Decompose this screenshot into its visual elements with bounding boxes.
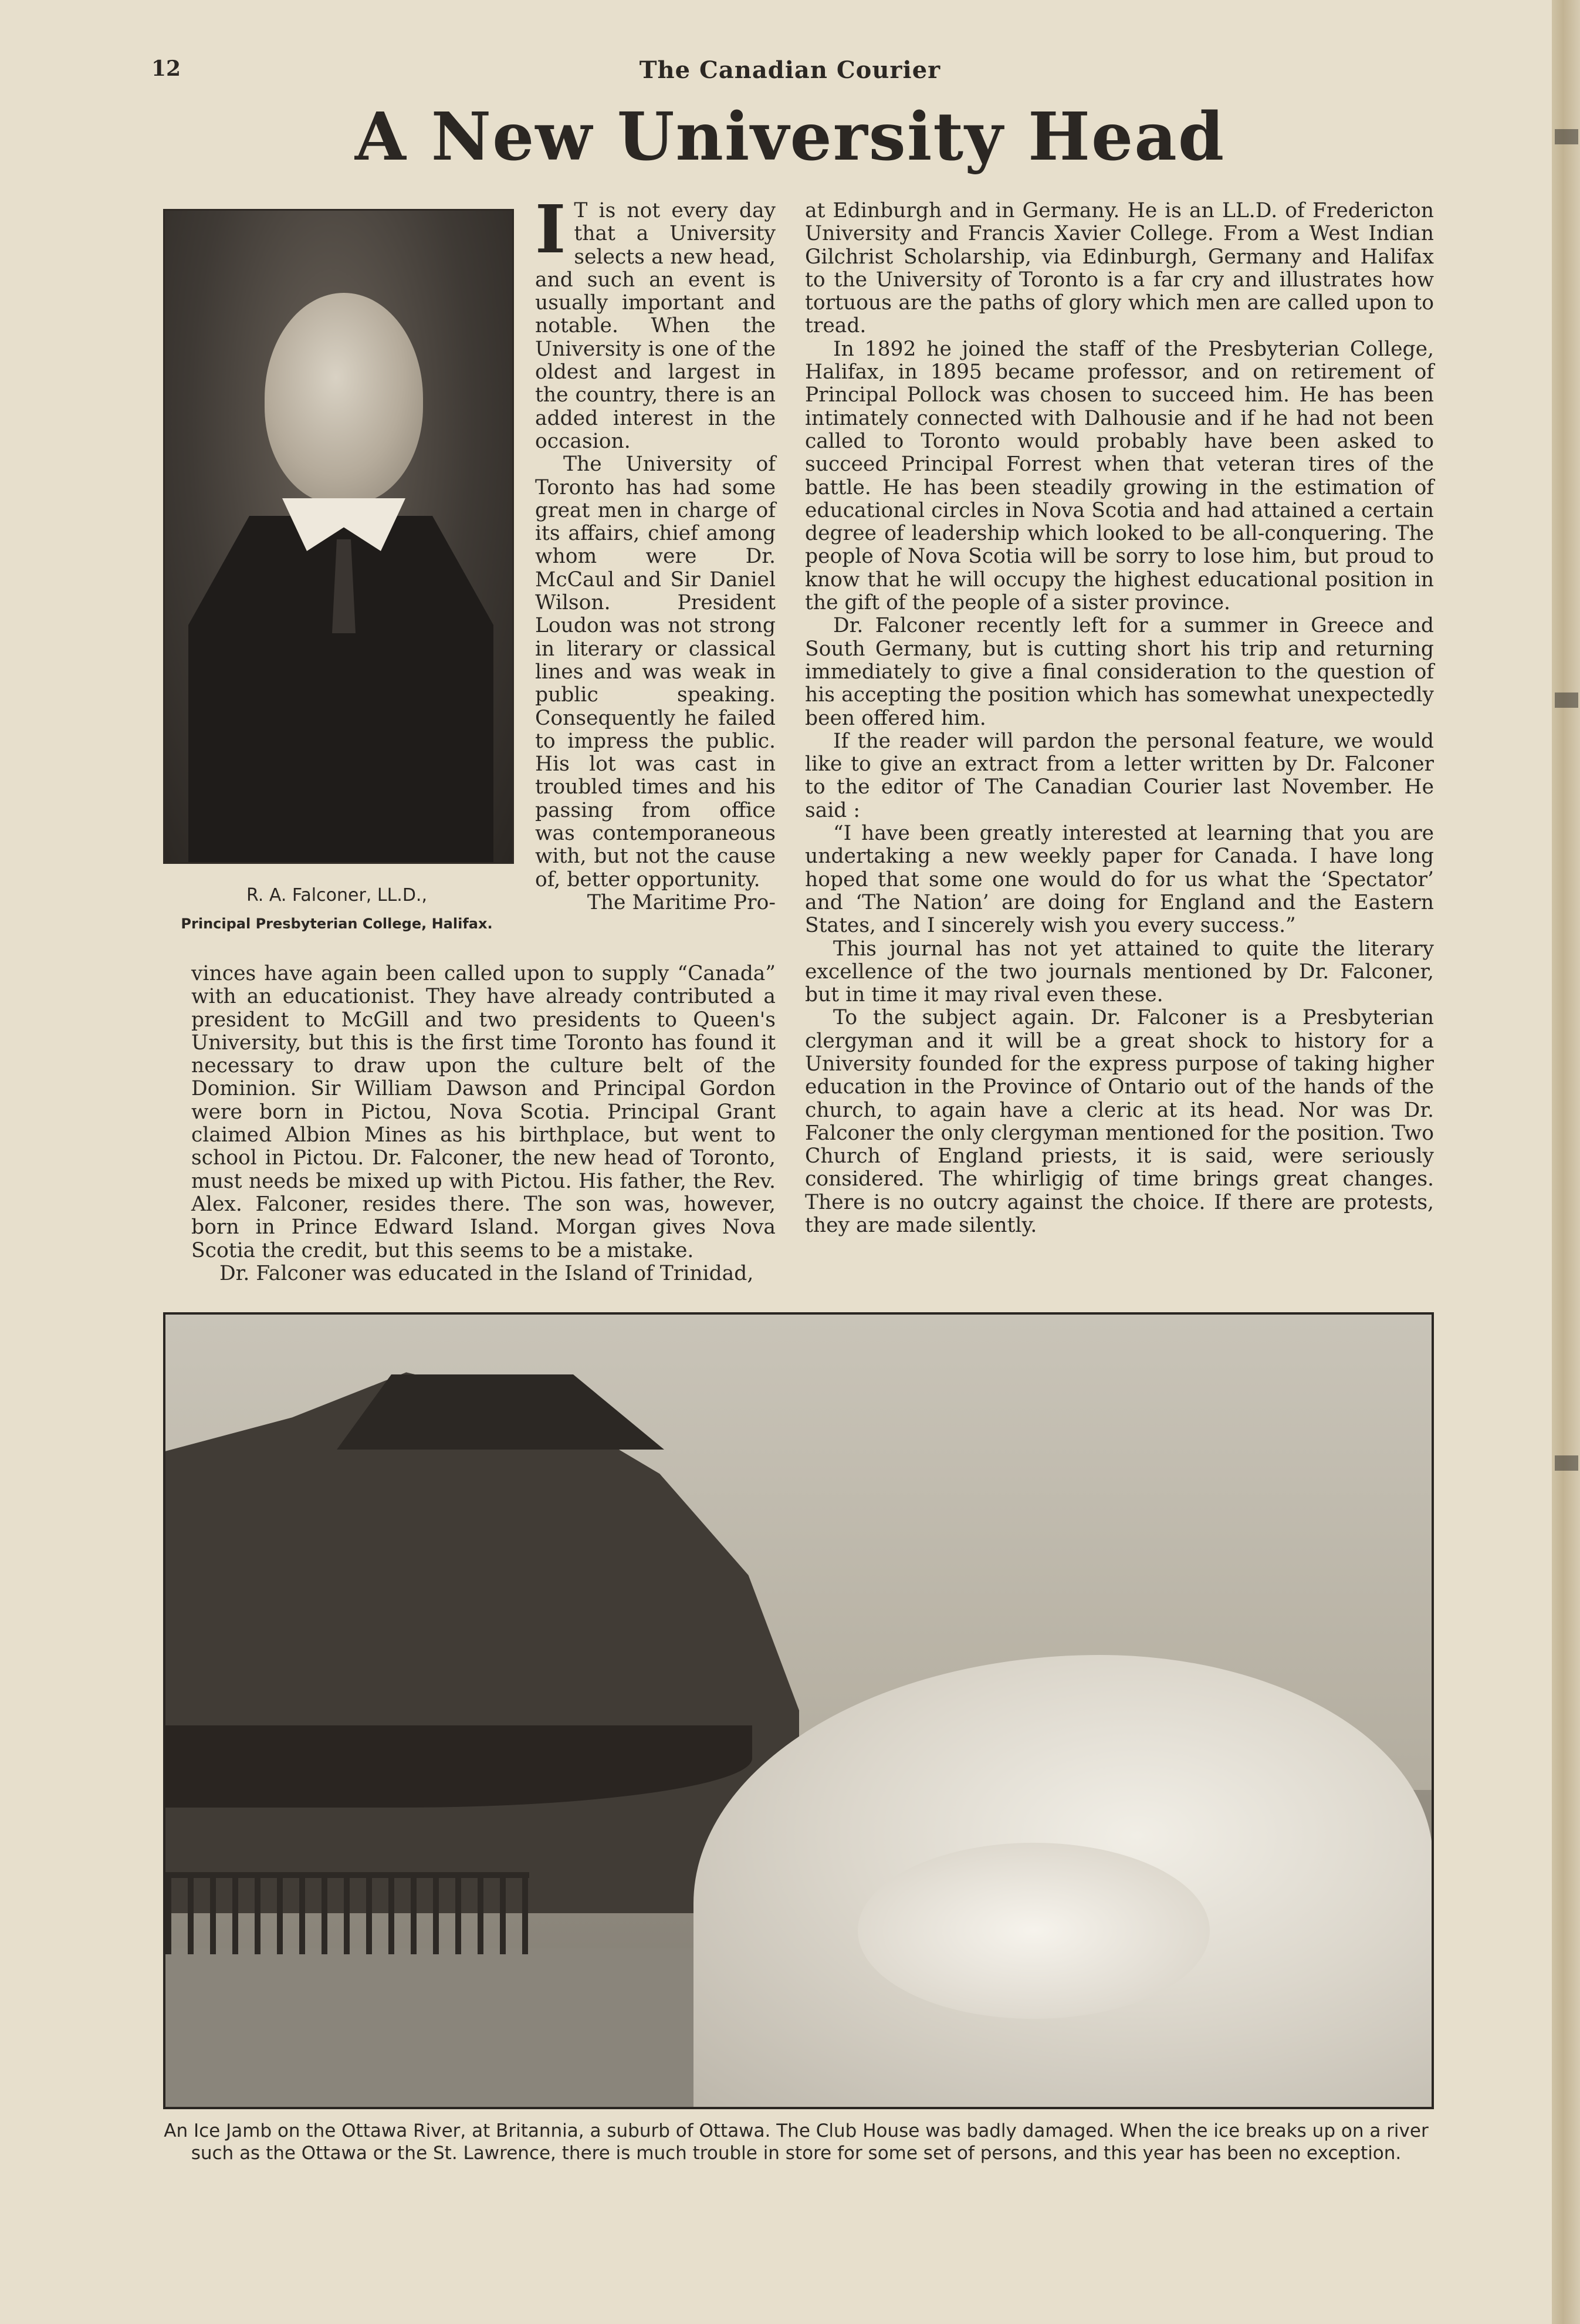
paragraph: at Edinburgh and in Germany. He is an LL.D. of Fredericton University and Francis Xavier College. From a West Indian Gilchrist Scholarship, via Edinburgh, Germany and Halifax to the University of Toronto is a far cry and illustrates how tortuous are the paths of glory which men are called upon to tread.: [805, 199, 1434, 338]
paragraph: In 1892 he joined the staff of the Presbyterian College, Halifax, in 1895 became professor, and on retirement of Principal Pollock was chosen to succeed him. He has been intimately connected with Dalhousie and if he had not been called to Toronto would probably have been asked to succeed Principal Forrest when that veteran tires of the battle. He has been steadily growing in the estimation of educational circles in Nova Scotia and had attained a certain degree of leadership which looked to be all-conquering. The people of Nova Scotia will be sorry to lose him, but proud to know that he will occupy the highest educational position in the gift of the people of a sister province.: [805, 337, 1434, 615]
paragraph: vinces have again been called upon to supply “Canada” with an educationist. They have already contributed a president to McGill and two presidents to Queen's University, but this is the first time Toronto has found it necessary to draw upon the culture belt of the Dominion. Sir William Dawson and Principal Gordon were born in Pictou, Nova Scotia. Principal Grant claimed Albion Mines as his birthplace, but went to school in Pictou. Dr. Falconer, the new head of Toronto, must needs be mixed up with Pictou. His father, the Rev. Alex. Falconer, resides there. The son was, however, born in Prince Edward Island. Morgan gives Nova Scotia the credit, but this seems to be a mistake.: [191, 962, 776, 1262]
paragraph: To the subject again. Dr. Falconer is a Presbyterian clergyman and it will be a great shock to history for a University founded for the express purpose of taking higher education in the Province of Ontario out of the hands of the church, to again have a cleric at its head. Nor was Dr. Falconer the only clergyman mentioned for the position. Two Church of England priests, it is said, were seriously considered. The whirligig of time brings great changes. There is no outcry against the choice. If there are protests, they are made silently.: [805, 1006, 1434, 1238]
article-column-left-continued: [191, 962, 776, 1285]
paragraph: If the reader will pardon the personal feature, we would like to give an extract from a letter written by Dr. Falconer to the editor of The Canadian Courier last November. He said :: [805, 729, 1434, 822]
paragraph: This journal has not yet attained to quite the literary excellence of the two journals mentioned by Dr. Falconer, but in time it may rival even these.: [805, 937, 1434, 1007]
portrait-caption-name: R. A. Falconer, LL.D.,: [246, 885, 427, 906]
portrait-photo: [163, 209, 514, 864]
article-headline: A New University Head: [354, 99, 1226, 175]
quotation: “I have been greatly interested at learning that you are undertaking a new weekly paper for Canada. I have long hoped that some one would do for us what the ‘Spectator’ and ‘The Nation’ are doing for England and the Eastern States, and I sincerely wish you every success.”: [805, 822, 1434, 938]
article-column-right: [805, 200, 1434, 1237]
ice-jam-photo: [163, 1312, 1434, 2109]
paragraph: Dr. Falconer recently left for a summer in Greece and South Germany, but is cutting short his trip and returning immediately to give a final consideration to the question of his accepting the position which has somewhat unexpectedly been offered him.: [805, 614, 1434, 730]
article-column-left: [535, 191, 776, 914]
drop-cap: I: [535, 191, 566, 268]
paragraph: The University of Toronto has had some great men in charge of its affairs, chief among whom were Dr. McCaul and Sir Daniel Wilson. President Loudon was not strong in literary or classical lines and was weak in public speaking. Consequently he failed to impress the public. His lot was cast in troubled times and his passing from office was contemporaneous with, but not the cause of, better opportunity.: [535, 452, 776, 891]
ice-mass: [858, 1843, 1210, 2019]
edge-mark: [1555, 693, 1578, 708]
edge-mark: [1555, 1455, 1578, 1471]
running-head: The Canadian Courier: [639, 56, 941, 84]
page-edge: [1552, 0, 1580, 2324]
photo-fence: [165, 1872, 529, 1954]
paragraph: The Maritime Pro-: [587, 890, 776, 914]
paragraph: Dr. Falconer was educated in the Island of Trinidad,: [219, 1261, 754, 1285]
paragraph: I T is not every day that a University selects a new head, and such an event is usually important and notable. When the University is one of the oldest and largest in the country, there is an added interest in the occasion.: [535, 191, 776, 453]
page-number: 12: [151, 56, 181, 81]
portrait-caption-role: Principal Presbyterian College, Halifax.: [181, 916, 493, 932]
photo-caption: An Ice Jamb on the Ottawa River, at Britannia, a suburb of Ottawa. The Club House was badly damaged. When the ice breaks up on a river such as the Ottawa or the St. Lawrence, there is much trouble in store for some set of persons, and this year has been no exception.: [164, 2120, 1429, 2164]
portrait-head: [265, 293, 423, 504]
